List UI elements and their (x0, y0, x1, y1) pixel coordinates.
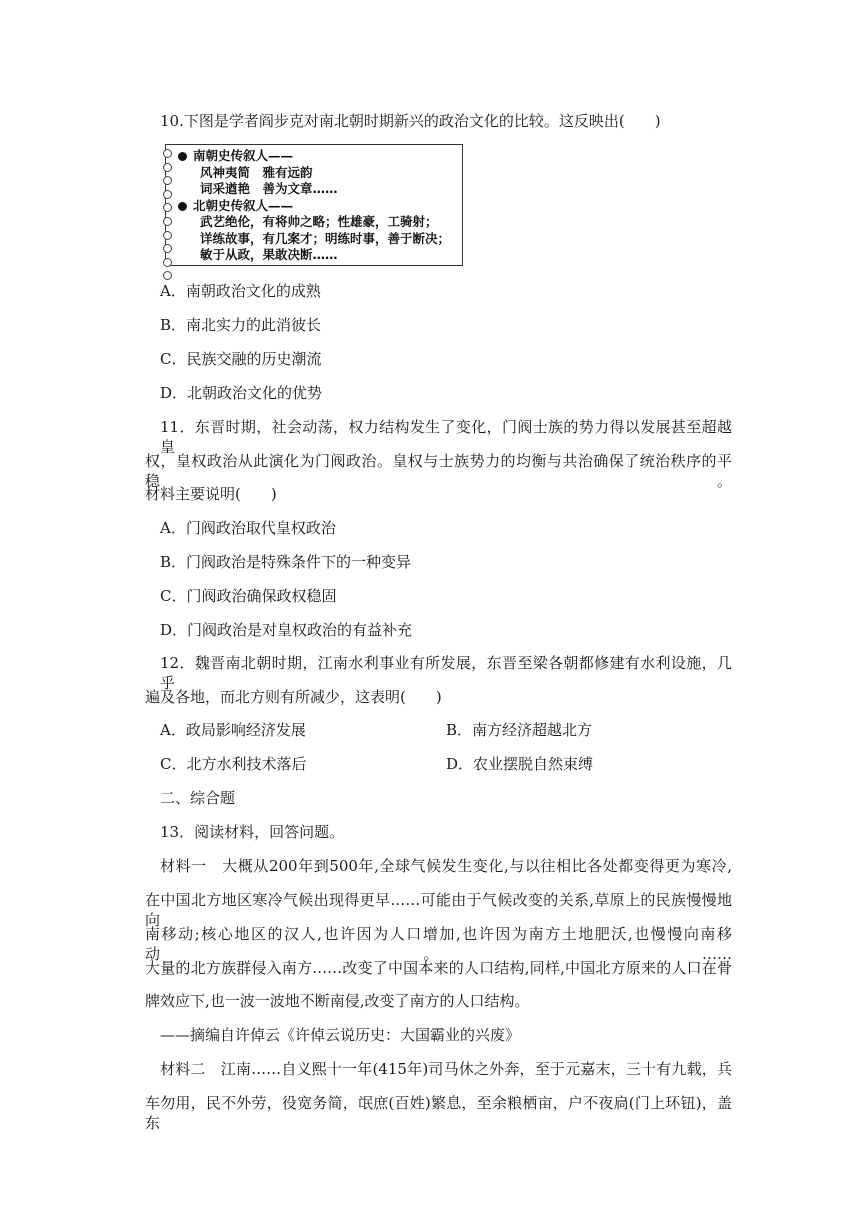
q12-option-a: A．政局影响经济发展 (160, 721, 306, 739)
bullet-icon (178, 152, 187, 161)
q11-stem-line: 材料主要说明( ) (145, 485, 277, 503)
south-heading-row (178, 148, 450, 165)
q13-stem: 13．阅读材料，回答问题。 (160, 823, 345, 841)
south-heading: 南朝史传叙人—— (193, 148, 294, 163)
q10-option-a: A．南朝政治文化的成熟 (160, 282, 321, 300)
q11-option-d: D．门阀政治是对皇权政治的有益补充 (160, 621, 413, 639)
material2-line: 材料二 江南……自义熙十一年(415年)司马休之外奔，至于元嘉末，三十有九载，兵 (160, 1060, 732, 1078)
q12-option-d: D．农业摆脱自然束缚 (446, 755, 594, 773)
q11-option-b: B．门阀政治是特殊条件下的一种变异 (160, 553, 412, 571)
q10-stem: 10.下图是学者阎步克对南北朝时期新兴的政治文化的比较。这反映出( ) (160, 112, 661, 130)
material1-source: ——摘编自许倬云《许倬云说历史：大国霸业的兴废》 (160, 1026, 521, 1044)
q10-option-d: D．北朝政治文化的优势 (160, 384, 323, 402)
material1-line: 在中国北方地区寒冷气候出现得更早……可能由于气候改变的关系,草原上的民族慢慢地向 (145, 891, 732, 929)
q10-option-b: B．南北实力的此消彼长 (160, 316, 322, 334)
material1-line: 材料一 大概从200年到500年,全球气候发生变化,与以往相比各处都变得更为寒冷, (160, 857, 732, 875)
q11-option-c: C．门阀政治确保政权稳固 (160, 587, 337, 605)
section-heading: 二、综合题 (160, 789, 236, 807)
q10-option-c: C．民族交融的历史潮流 (160, 350, 322, 368)
north-line: 敏于从政，果敢决断…… (200, 247, 338, 262)
south-line: 风神夷简 雅有远韵 (200, 164, 313, 180)
q12-option-b: B．南方经济超越北方 (446, 721, 593, 739)
north-heading: 北朝史传叙人—— (193, 197, 294, 213)
material1-line: 牌效应下,也一波一波地不断南侵,改变了南方的人口结构。 (145, 992, 530, 1010)
q12-option-c: C．北方水利技术落后 (160, 755, 307, 773)
material1-line: 大量的北方族群侵入南方……改变了中国本来的人口结构,同样,中国北方原来的人口在骨 (145, 959, 732, 977)
comparison-figure (165, 144, 463, 266)
south-line: 词采遒艳 善为文章…… (200, 181, 338, 196)
north-line: 武艺绝伦，有将帅之略；性雄豪，工骑射； (200, 214, 438, 229)
north-line: 详练故事，有几案才；明练时事，善于断决； (200, 230, 451, 246)
notebook-rings-icon (163, 149, 172, 285)
q12-stem-line: 遍及各地，而北方则有所减少，这表明( ) (145, 688, 442, 706)
bullet-icon (178, 202, 187, 211)
q11-stem-line: 权，皇权政治从此演化为门阀政治。皇权与士族势力的均衡与共治确保了统治秩序的平稳。 (145, 452, 732, 490)
q12-stem-line: 12．魏晋南北朝时期，江南水利事业有所发展，东晋至梁各朝都修建有水利设施，几乎 (160, 654, 732, 692)
q11-stem-line: 11．东晋时期，社会动荡，权力结构发生了变化，门阀士族的势力得以发展甚至超越皇 (160, 418, 732, 456)
material2-line: 车勿用，民不外劳，役宽务简，氓庶(百姓)繁息，至余粮栖亩，户不夜扃(门上环钮)，盖东 (145, 1094, 732, 1132)
material1-line: 南移动;核心地区的汉人,也许因为人口增加,也许因为南方土地肥沃,也慢慢向南移动。…… (145, 925, 732, 963)
q11-option-a: A．门阀政治取代皇权政治 (160, 519, 336, 537)
north-heading-row (178, 198, 450, 215)
